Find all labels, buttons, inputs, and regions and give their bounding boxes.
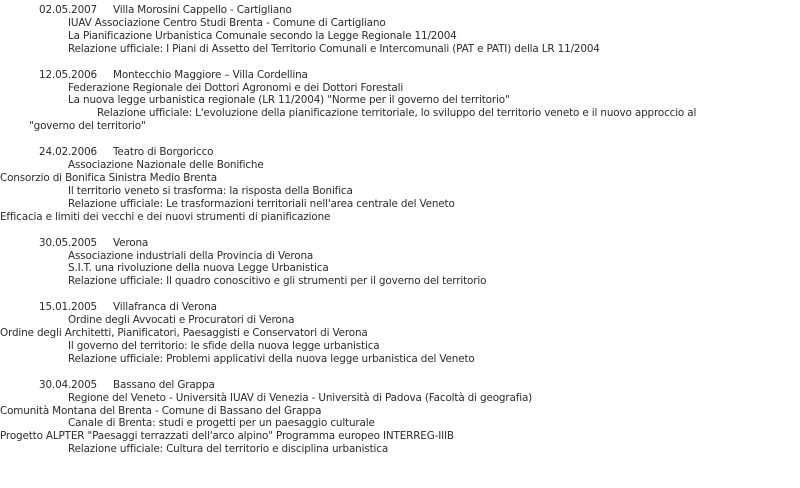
event-item (39, 237, 794, 289)
event-date: 02.05.2007 (39, 4, 97, 16)
event-line: Federazione Regionale dei Dottori Agronomi e dei Dottori Forestali (68, 81, 404, 94)
event-line: Associazione Nazionale delle Bonifiche (68, 159, 264, 172)
event-line: Relazione ufficiale: I Piani di Assetto del Territorio Comunali e Intercomunali (PAT e PATI) della LR 11/2004 (68, 42, 600, 55)
event-place: Bassano del Grappa (113, 378, 215, 391)
event-line: Regione del Veneto - Università IUAV di Venezia - Università di Padova (Facoltà di geografia) (68, 391, 533, 404)
event-header (39, 4, 794, 17)
event-line: Comunità Montana del Brenta - Comune di Bassano del Grappa (0, 404, 322, 417)
event-item (39, 4, 794, 56)
event-place: Villa Morosini Cappello - Cartigliano (113, 4, 292, 16)
event-header (39, 379, 794, 392)
event-line: Il governo del territorio: le sfide della nuova legge urbanistica (68, 339, 380, 352)
event-line: Ordine degli Architetti, Pianificatori, Paesaggisti e Conservatori di Verona (0, 327, 368, 340)
event-place: Verona (113, 236, 149, 249)
event-line: Efficacia e limiti dei vecchi e dei nuovi strumenti di pianificazione (0, 210, 331, 223)
event-date: 30.04.2005 (39, 378, 97, 391)
event-line: Relazione ufficiale: Le trasformazioni territoriali nell'area centrale del Veneto (68, 197, 455, 210)
event-line: Relazione ufficiale: Il quadro conoscitivo e gli strumenti per il governo del territorio (68, 275, 487, 288)
event-line: Canale di Brenta: studi e progetti per un paesaggio culturale (68, 417, 375, 430)
event-item (29, 68, 794, 134)
event-line: Consorzio di Bonifica Sinistra Medio Brenta (0, 171, 217, 184)
event-date: 24.02.2006 (39, 146, 97, 159)
event-header (39, 237, 794, 250)
event-date: 12.05.2006 (39, 68, 97, 81)
event-line: IUAV Associazione Centro Studi Brenta - Comune di Cartigliano (68, 16, 386, 29)
event-line: La nuova legge urbanistica regionale (LR 11/2004) "Norme per il governo del territorio" (68, 94, 510, 107)
event-line: Il territorio veneto si trasforma: la risposta della Bonifica (68, 184, 353, 197)
event-line: Ordine degli Avvocati e Procuratori di Verona (68, 314, 295, 327)
events-list (0, 4, 794, 469)
event-line: Progetto ALPTER "Paesaggi terrazzati dell'arco alpino" Programma europeo INTERREG-IIIB (0, 430, 454, 443)
event-item (0, 378, 794, 456)
event-place: Teatro di Borgoricco (113, 146, 214, 159)
event-date: 30.05.2005 (39, 236, 97, 249)
event-line: Relazione ufficiale: L'evoluzione della pianificazione territoriale, lo sviluppo del territorio veneto e il nuovo approccio al "governo del territorio" (29, 107, 697, 133)
event-item (0, 301, 794, 366)
event-place: Villafranca di Verona (113, 301, 217, 314)
event-item (0, 146, 794, 223)
event-line: S.I.T. una rivoluzione della nuova Legge Urbanistica (68, 262, 329, 275)
event-header (39, 146, 794, 159)
event-line: Relazione ufficiale: Cultura del territorio e disciplina urbanistica (68, 443, 389, 456)
event-line: Associazione industriali della Provincia di Verona (68, 249, 314, 262)
event-date: 15.01.2005 (39, 301, 97, 314)
event-place: Montecchio Maggiore – Villa Cordellina (113, 68, 308, 81)
event-header (39, 301, 794, 314)
event-header (39, 69, 794, 82)
event-line: La Pianificazione Urbanistica Comunale secondo la Legge Regionale 11/2004 (68, 29, 457, 42)
event-line: Relazione ufficiale: Problemi applicativi della nuova legge urbanistica del Veneto (68, 352, 475, 365)
